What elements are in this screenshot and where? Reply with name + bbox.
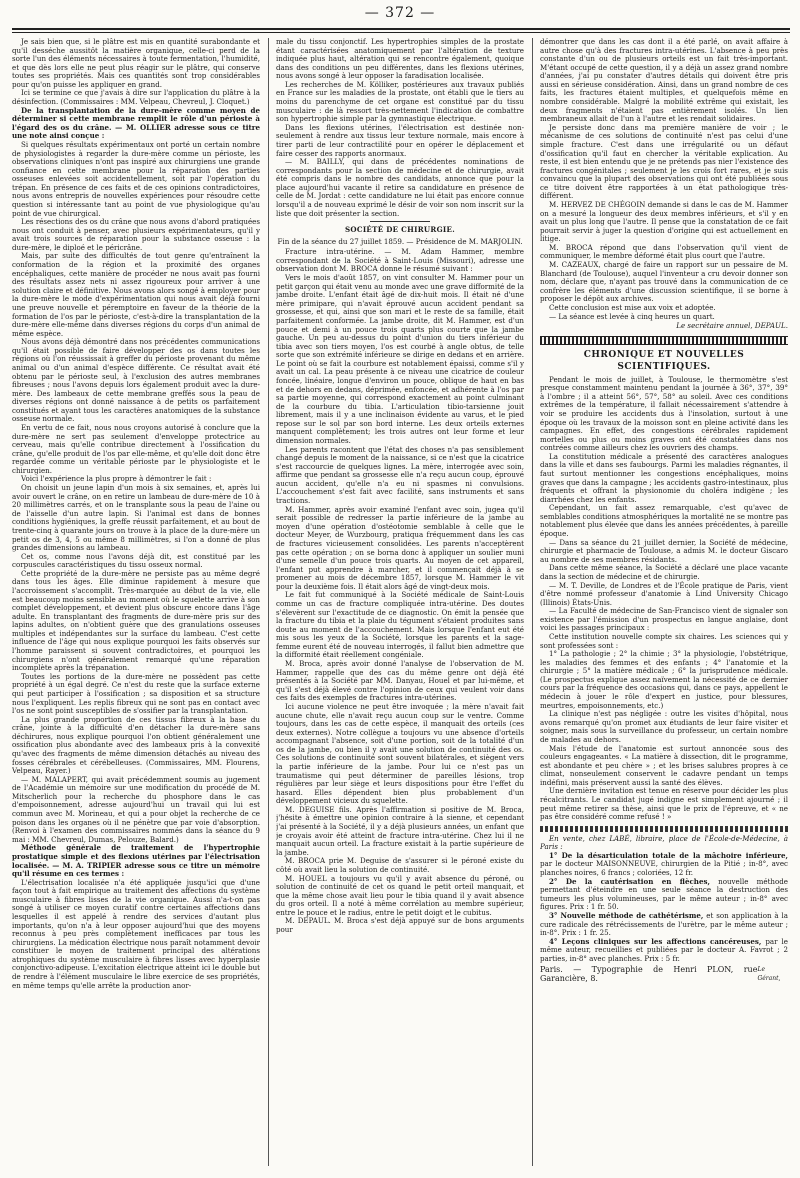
ornamental-rule <box>540 826 788 832</box>
paragraph: Cet os, comme nous l'avons déjà dit, est constitué par les corpuscules caractéristiques du tissu osseux normal. <box>12 551 260 570</box>
paragraph: Cette propriété de la dure-mère ne persiste pas au même degré dans tous les âges. Elle diminue rapidement à mesure que l'accroissement s'accomplit. Très-marquée au début de la vie, elle est beaucoup moins sensible au moment où le squelette arrive à son complet développement, et devient plus obscure encore dans l'âge adulte. En transplantant des fragments de dure-mère pris sur des lapins adultes, on n'obtient guère que des granulations osseuses multiples et indépendantes sur la surface du lambeau. C'est cette influence de l'âge qui nous explique pourquoi les faits observés sur l'homme paraissent si souvent contradictoires, et pourquoi les chirurgiens n'ont généralement remarqué qu'une réparation incomplète après la trépanation. <box>12 568 260 673</box>
imprint-block <box>540 966 788 983</box>
column-3 <box>540 38 788 1168</box>
paragraph: démontrer que dans les cas dont il a été parlé, on avait affaire à autre chose qu'à des fractures intra-utérines. L'absence à peu près constante d'un ou de plusieurs orteils est un fait très-important. M'étant occupé de cette question, il y a déjà un assez grand nombre d'années, j'ai pu constater d'autres détails qui doivent être pris aussi en sérieuse considération. Ainsi, dans un grand nombre de ces faits, les fractures étaient multiples, et quelquefois même en nombre considérable. Malgré la mobilité extrême qui existait, les deux fragments n'étaient pas entièrement isolés. Un lien membraneux allait de l'un à l'autre et les rendait solidaires. <box>540 38 788 124</box>
paragraph: En vertu de ce fait, nous nous croyons autorisé à conclure que la dure-mère ne sert pas seulement d'enveloppe protectrice au cerveau, mais qu'elle contribue directement à l'ossification du crâne, qu'elle produit de l'os par elle-même, et qu'elle doit donc être regardée comme un véritable périoste par le physiologiste et le chirurgien. <box>12 423 260 475</box>
column-divider <box>532 38 533 1166</box>
paragraph: Les recherches de M. Kölliker, postérieures aux travaux publiés en France sur les maladies de la prostate, ont établi que le tiers au moins du parenchyme de cet organe est constitué par du tissu musculaire : de là ressort très-nettement l'indication de combattre son hypertrophie simple par la gymnastique électrique. <box>276 79 524 124</box>
advert-item <box>540 912 788 938</box>
paragraph: — La Faculté de médecine de San-Francisco vient de signaler son existence par l'émission d'un prospectus en langue anglaise, dont voici les passages principaux : <box>540 606 788 633</box>
header-rule <box>12 28 790 30</box>
paragraph: Les parents racontent que l'état des choses n'a pas sensiblement changé depuis le moment de la naissance, si ce n'est que la cicatrice s'est raccourcie de quelques lignes. La mère, interrogée avec soin, affirme que pendant sa grossesse elle n'a reçu aucun coup, éprouvé aucun accident, qu'elle n'a eu ni spasmes ni convulsions. L'accouchement s'est fait avec facilité, sans instruments et sans tractions. <box>276 444 524 506</box>
paragraph: M. DEGUISE fils. Après l'affirmation si positive de M. Broca, j'hésite à émettre une opinion contraire à la sienne, et cependant j'ai présenté à la Société, il y a déjà plusieurs années, un enfant que je croyais avoir été atteint de fracture intra-utérine. Chez lui il ne manquait aucun orteil. La fracture existait à la partie supérieure de la jambe. <box>276 804 524 857</box>
article-heading: Fracture intra-utérine. — M. Adam Hammer, membre correspondant de la Société à Saint-Louis (Missouri), adresse une observation dont M. BROCA donne le résumé suivant : <box>276 247 524 274</box>
section-title-societe-chirurgie: SOCIÉTÉ DE CHIRURGIE. <box>344 225 456 235</box>
paragraph: On choisit un jeune lapin d'un mois à six semaines, et, après lui avoir ouvert le crâne, on en retire un lambeau de dure-mère de 10 à 20 millimètres carrés, et on le transplante sous la peau de l'aine ou de l'aisselle d'un autre lapin. Si l'animal est dans de bonnes conditions hygiéniques, la greffe réussit parfaitement, et au bout de trente-cinq à quarante jours on trouve à la place de la dure-mère un petit os de 3, 4, 5 ou même 8 millimètres, si l'on a donné de plus grandes dimensions au lambeau. <box>12 483 260 553</box>
paragraph: male du tissu conjonctif. Les hypertrophies simples de la prostate étant caractérisées anatomiquement par l'altération de texture indiquée plus haut, altération qui se rencontre également, quoique dans des conditions un peu différentes, dans les flexions utérines, nous avons songé à leur opposer la faradisation localisée. <box>276 38 524 81</box>
paragraph: Vers le mois d'août 1857, on vint consulter M. Hammer pour un petit garçon qui était venu au monde avec une grave difformité de la jambe droite. L'enfant était âgé de dix-huit mois. Il était né d'une mère primipare, qui n'avait éprouvé aucun accident pendant sa grossesse, et qui, ainsi que son mari et le reste de sa famille, était parfaitement conformée. La jambe droite, dit M. Hammer, est d'un pouce et demi à un pouce trois quarts plus courte que la jambe gauche. Un peu au-dessus du point d'union du tiers inférieur du tibia avec son tiers moyen, l'os est courbé à angle obtus, de telle sorte que son extrémité inférieure se dirige en dedans et en arrière. Le point où se fait la courbure est notablement épaissi, comme s'il y avait un cal. La peau présente à ce niveau une cicatrice de couleur foncée, linéaire, longue d'environ un pouce, oblique de haut en bas et de dehors en dedans, déprimée, enfoncée, et adhérente à l'os par sa partie moyenne, qui correspond exactement au point culminant de la courbure du tibia. L'articulation tibio-tarsienne jouit librement, mais il y a une inclinaison évidente au varus, et le pied repose sur le sol par son bord interne. Les deux orteils externes manquent complètement; les trois autres ont leur forme et leur dimension normales. <box>276 273 524 446</box>
paragraph: M. CAZEAUX, chargé de faire un rapport sur un pessaire de M. Blanchard (de Toulouse), auquel l'inventeur a cru devoir donner son nom, déclare que, n'ayant pas trouvé dans la communication de ce confrère les éléments d'une discussion scientifique, il se borne à proposer le dépôt aux archives. <box>540 260 788 304</box>
paragraph: M. Broca, après avoir donné l'analyse de l'observation de M. Hammer, rappelle que des cas du même genre ont déjà été présentés à la Société par MM. Danyau, Houel et par lui-même, et qu'il s'est déjà élevé contre l'opinion de ceux qui veulent voir dans ces faits des exemples de fractures intra-utérines. <box>276 659 524 703</box>
column-2 <box>276 38 524 1168</box>
column-divider <box>268 38 269 1166</box>
paragraph: Cette conclusion est mise aux voix et adoptée. <box>549 302 716 312</box>
paragraph: Toutes les portions de la dure-mère ne possèdent pas cette propriété à un égal degré. Ce n'est du reste que la surface externe qui peut participer à l'ossification ; sa disposition et sa structure nous l'expliquent. Les replis fibreux qui ne sont pas en contact avec l'os ne sont point susceptibles de s'ossifier par la transplantation. <box>12 671 260 716</box>
paragraph: Mais l'étude de l'anatomie est surtout annoncée sous des couleurs engageantes. « La matière à dissection, dit le programme, est abondante et peu chère » ; et les brises salubres propres à ce climat, nonseulement conservent le cadavre pendant un temps indéfini, mais préservent aussi la santé des élèves. <box>540 743 788 787</box>
paragraph: — Dans sa séance du 21 juillet dernier, la Société de médecine, chirurgie et pharmacie de Toulouse, a admis M. le docteur Giscaro au nombre de ses membres résidants. <box>540 537 788 564</box>
paragraph: Le fait fut communiqué à la Société médicale de Saint-Louis comme un cas de fracture compliquée intra-utérine. Des doutes s'élevèrent sur l'exactitude de ce diagnostic. On émit la pensée que la fracture du tibia et la plaie du tégument s'étaient produites sans doute au moment de l'accouchement. Mais lorsque l'enfant eut été mis sous les yeux de la Société, lorsque les parents et la sage-femme eurent été de nouveau interrogés, il fallut bien admettre que la difformité était réellement congéniale. <box>276 590 524 660</box>
advert-item <box>540 878 788 912</box>
paragraph: Ici se termine ce que j'avais à dire sur l'application du plâtre à la désinfection. (Commissaires : MM. Velpeau, Chevreul, J. Cloquet.) <box>12 88 260 107</box>
paragraph: Cette institution nouvelle compte six chaires. Les sciences qui y sont professées sont : <box>540 632 788 650</box>
section-title-chronique: CHRONIQUE ET NOUVELLES SCIENTIFIQUES. <box>583 349 745 372</box>
page-number: — 372 — <box>364 5 436 21</box>
advert-item <box>540 938 788 964</box>
secretary-signature: Le secrétaire annuel, DEPAUL. <box>676 321 788 331</box>
advert-text: nouvelle méthode permettant d'éteindre en une seule séance la destruction des tumeurs les plus volumineuses, par le même auteur ; in-8° avec figures. Prix : 1 fr. 50. <box>540 876 788 912</box>
header-rule-thin <box>12 32 790 33</box>
paragraph: Je persiste donc dans ma première manière de voir ; le mécanisme de ces solutions de continuité n'est pas celui d'une simple fracture. C'est dans une irrégularité ou un défaut d'ossification qu'il faut en chercher la véritable explication. Au reste, il est bien entendu que je ne prétends pas nier l'existence des fractures congénitales ; seulement je les crois fort rares, et je suis convaincu que la plupart des observations qui ont été publiées sous ce titre doivent être rapportées à un état pathologique très-différent. <box>540 122 788 201</box>
advert-item <box>540 852 788 878</box>
advert-title: 1° De la désarticulation totale de la mâchoire inférieure, <box>549 850 788 860</box>
article-heading: Méthode générale de traitement de l'hypertrophie prostatique simple et des flexions utérines par l'électrisation localisée. — M. A. TRIPIER adresse sous ce titre un mémoire qu'il résume en ces termes : <box>12 843 260 879</box>
paragraph: — La séance est levée à cinq heures un quart. <box>549 311 715 321</box>
paragraph: M. Hammer, après avoir examiné l'enfant avec soin, jugea qu'il serait possible de redresser la partie inférieure de la jambe au moyen d'une opération d'ostéotomie semblable à celle que le docteur Meyer, de Wurzbourg, pratiqua fréquemment dans les cas de fractures vicieusement consolidées. Les parents n'acceptèrent pas cette opération ; on se borna donc à appliquer un soulier muni d'une semelle d'un pouce trois quarts. Au moyen de cet appareil, l'enfant put apprendre à marcher, et il commençait déjà à se promener au mois de décembre 1857, lorsque M. Hammer le vit pour la deuxième fois. Il était alors âgé de vingt-deux mois. <box>276 504 524 591</box>
advert-text: et son application à la cure radicale des rétrécissements de l'urètre, par le même auteur ; in-8°. Prix : 1 fr. 25. <box>540 910 788 938</box>
paragraph: Si quelques résultats expérimentaux ont porté un certain nombre de physiologistes à regarder la dure-mère comme un périoste, les observations cliniques n'ont pas inspiré aux chirurgiens une grande confiance en cette membrane pour la réparation des parties osseuses enlevées soit accidentellement, soit par l'opération du trépan. En présence de ces faits et de ces opinions contradictoires, nous avons entrepris de nouvelles expériences pour résoudre cette question si intéressante tant au point de vue physiologique qu'au point de vue chirurgical. <box>12 139 260 218</box>
advert-lead: En vente, chez LABÉ, libraire, place de l'École-de-Médecine, à Paris : <box>540 833 788 852</box>
paragraph: Je sais bien que, si le plâtre est mis en quantité surabondante et qu'il desséche aussitôt la matière organique, celle-ci perd de la sorte l'un des éléments nécessaires à toute fermentation, l'humidité, et que dès lors elle ne peut plus réagir sur le plâtre, qui conserve toutes ses propriétés. Mais ces quantités sont trop considérables pour qu'on puisse les appliquer en grand. <box>12 38 260 89</box>
imprint-line: Paris. — Typographie de Henri PLON, rue Garancière, 8. <box>540 965 758 983</box>
column-1 <box>12 38 260 1168</box>
paragraph: Dans cette même séance, la Société a déclaré une place vacante dans la section de médecine et de chirurgie. <box>540 563 788 581</box>
paragraph: M. HOUEL a toujours vu qu'il y avait absence du péroné, ou solution de continuité de cet os quand le petit orteil manquait, et que la même chose avait lieu pour le tibia quand il y avait absence du gros orteil. Il a noté à même corrélation au membre supérieur, entre le pouce et le radius, entre le petit doigt et le cubitus. <box>276 873 524 917</box>
advert-text: par le même auteur, recueillies et publiées par le docteur A. Favrot ; 2 parties, in-8° avec planches. Prix : 5 fr. <box>540 936 788 963</box>
paragraph: La plus grande proportion de ces tissus fibreux à la base du crâne, jointe à la difficulté d'en détacher la dure-mère sans déchirures, nous explique pourquoi l'on obtient généralement une ossification plus abondante avec des lambeaux pris à la convexité qu'avec des fragments de même dimension détachés au niveau des fosses cérébrales et cérébelleuses. (Commissaires, MM. Flourens, Velpeau, Rayer.) <box>12 714 260 776</box>
paragraph: L'électrisation localisée n'a été appliquée jusqu'ici que d'une façon tout à fait empirique au traitement des affections du système musculaire à fibres lisses de la vie organique. Aussi n'a-t-on pas songé à utiliser ce moyen curatif contre certaines affections dans lesquelles il est appelé à rendre des services d'autant plus importants, qu'on n'a à leur opposer aujourd'hui que des moyens reconnus à peu près complètement inefficaces par tous les chirurgiens. La médication électrique nous paraît notamment devoir constituer le moyen de traitement principal des altérations atrophiques du système musculaire à fibres lisses avec hyperplasie conjonctivo-adipeuse. L'excitation électrique atteint ici le double but de rendre à l'élément musculaire le libre exercice de ses propriétés, en même temps qu'elle arrête la production anor- <box>12 877 260 990</box>
paragraph: — M. MALAPERT, qui avait précédemment soumis au jugement de l'Académie un mémoire sur une modification du procédé de M. Mitscherlich pour la recherche du phosphore dans le cas d'empoisonnement, adresse aujourd'hui un travail qui lui est commun avec M. Morineau, et qui a pour objet la recherche de ce poison dans les organes où il ne pénètre que par voie d'absorption. (Renvoi à l'examen des commissaires nommés dans la séance du 9 mai : MM. Chevreul, Dumas, Pelouze, Balard.) <box>12 774 260 844</box>
paragraph: — M. T. Deville, de Londres et de l'École pratique de Paris, vient d'être nommé professeur d'anatomie à Lind University Chicago (Illinois) États-Unis. <box>540 580 788 607</box>
paragraph: M. HERVEZ DE CHÉGOIN demande si dans le cas de M. Hammer on a mesuré la longueur des deux membres inférieurs, et s'il y en avait un plus long que l'autre. Il pense que la constatation de ce fait pourrait servir à juger la question d'origine qui est actuellement en litige. <box>540 199 788 244</box>
paragraph: Nous avons déjà démontré dans nos précédentes communications qu'il était possible de faire développer des os dans toutes les régions où l'on réussissait à greffer du périoste provenant du même animal ou d'un animal d'espèce différente. Ce résultat avait été obtenu par le périoste seul, à l'exclusion des autres membranes fibreuses ; nous l'avons depuis lors également produit avec la dure-mère. Des lambeaux de cette membrane greffés sous la peau de diverses régions ont donné naissance à de petits os parfaitement constitués et ayant tous les caractères anatomiques de la substance osseuse normale. <box>12 337 260 424</box>
advert-text: par le docteur MAISONNEUVE, chirurgien de la Pitié ; in-8°, avec planches noires, 6 francs ; coloriées, 12 fr. <box>540 859 788 878</box>
paragraph: Mais, par suite des difficultés de tout genre qu'entraînent la conformation de la région et la proximité des organes encéphaliques, cette manière de procéder ne nous avait pas fourni des résultats assez nets ni assez rigoureux pour arriver à une solution claire et définitive. Nous avons alors songé à employer pour la dure-mère le mode d'expérimentation qui nous avait déjà fourni une preuve nouvelle et péremptoire en faveur de la théorie de la formation de l'os par le périoste, c'est-à-dire la transplantation de la dure-mère elle-même dans diverses régions du corps d'un animal de même espèce. <box>12 251 260 338</box>
separator-rule <box>370 221 430 222</box>
session-info: Fin de la séance du 27 juillet 1859. — Présidence de M. MARJOLIN. <box>277 236 523 246</box>
paragraph: Voici l'expérience la plus propre à démontrer le fait : <box>21 474 212 484</box>
article-heading: De la transplantation de la dure-mère comme moyen de déterminer si cette membrane remplit le rôle d'un périoste à l'égard des os du crâne. — M. OLLIER adresse sous ce titre une note ainsi conçue : <box>12 105 260 141</box>
paragraph: Une dernière invitation est tenue en réserve pour décider les plus récalcitrants. Le candidat jugé indigne est simplement ajourné ; il peut même retirer sa thèse, ainsi que le prix de l'épreuve, et « ne pas être considéré comme refusé ! » <box>540 786 788 822</box>
paragraph: 1° La pathologie ; 2° la chimie ; 3° la physiologie, l'obstétrique, les maladies des femmes et des enfants ; 4° l'anatomie et la chirurgie ; 5° la matière médicale ; 6° la jurisprudence médicale. (Le prospectus explique assez naïvement la nécessité de ce dernier cours par la fréquence des occasions qui, dans ce pays, appellent le médecin à jouer le rôle d'expert en justice, pour blessures, meurtres, empoisonnements, etc.) <box>540 649 788 710</box>
ornamental-rule <box>540 336 788 345</box>
paragraph: Ici aucune violence ne peut être invoquée ; la mère n'avait fait aucune chute, elle n'avait reçu aucun coup sur le ventre. Comme toujours, dans les cas de cette espèce, il manquait des orteils (ces deux externes). Notre collègue a toujours vu une absence d'orteils accompagnant l'absence, soit d'une portion, soit de la totalité d'un os de la jambe, ou bien il y avait une solution de continuité des os. Ces solutions de continuité sont souvent bilatérales, et siègent vers la partie inférieure de la jambe. Pour lui ce n'est pas un traumatisme qui peut déterminer de pareilles lésions, trop régulières par leur siège et leurs dispositions pour être l'effet du hasard. Elles dépendent bien plus probablement d'un développement vicieux du squelette. <box>276 701 524 806</box>
paragraph: Dans les flexions utérines, l'électrisation est destinée non-seulement à rendre aux tissus leur texture normale, mais encore à tirer parti de leur contractilité pour en opérer le déplacement et faire cesser des rapports anormaux. <box>276 122 524 158</box>
paragraph: Cependant, un fait assez remarquable, c'est qu'avec de semblables conditions atmosphériques la mortalité ne se montre pas notablement plus élevée que dans les années précédentes, à pareille époque. <box>540 503 788 539</box>
paragraph: Les résections des os du crâne que nous avons d'abord pratiquées nous ont conduit à penser, avec plusieurs expérimentateurs, qu'il y avait trois sources de réparation pour la substance osseuse : la dure-mère, le diploé et le péricrâne. <box>12 217 260 252</box>
advert-title: 4° Leçons cliniques sur les affections cancéreuses, <box>549 936 762 946</box>
advert-title: 2° De la cautérisation en flèches, <box>549 876 710 886</box>
paragraph: — M. BAILLY, qui dans de précédentes nominations de correspondants pour la section de médecine et de chirurgie, avait été compris dans le nombre des candidats, annonce que pour la place aujourd'hui vacante il retire sa candidature en présence de celle de M. Jordat : cette candidature ne lui était pas encore connue lorsqu'il a de nouveau exprimé le désir de voir son nom inscrit sur la liste que doit présenter la section. <box>276 157 524 218</box>
paragraph: La constitution médicale a présenté des caractères analogues dans la ville et dans ses faubourgs. Parmi les maladies régnantes, il faut surtout mentionner les congestions encéphaliques, moins graves que dans la campagne ; les accidents gastro-intestinaux, plus fréquents et offrant la physionomie du choléra indigène ; les diarrhées chez les enfants. <box>540 451 788 504</box>
paragraph: M. BROCA répond que dans l'observation qu'il vient de communiquer, le membre déformé était plus court que l'autre. <box>540 242 788 261</box>
paragraph: M. DEPAUL. M. Broca s'est déjà appuyé sur de bons arguments pour <box>276 916 524 934</box>
paragraph: M. BROCA prie M. Deguise de s'assurer si le péroné existe du côté où avait lieu la solution de continuité. <box>276 856 524 874</box>
paragraph: La clinique n'est pas négligée : outre les visites d'hôpital, nous avons remarqué qu'on promet aux étudiants de leur faire visiter et soigner, mais sous la surveillance du professeur, un certain nombre de malades au dehors. <box>540 709 788 744</box>
paragraph: Pendant le mois de juillet, à Toulouse, le thermomètre s'est presque constamment maintenu pendant la journée à 36°, 37°, 39° à l'ombre ; il a atteint 56°, 57°, 58° au soleil. Avec ces conditions extrêmes de la température, il fallait nécessairement s'attendre à voir se produire les accidents dus à l'insolation, surtout à une époque où les travaux de la moisson sont en pleine activité dans les campagnes. En effet, des congestions cérébrales rapidement mortelles ou plus ou moins graves ont été constatées dans nos contrées comme ailleurs chez les ouvriers des champs. <box>540 374 788 453</box>
gerant-label: Le Gérant, <box>757 966 781 982</box>
advert-title: 3° Nouvelle méthode de cathétérisme, <box>549 910 704 920</box>
